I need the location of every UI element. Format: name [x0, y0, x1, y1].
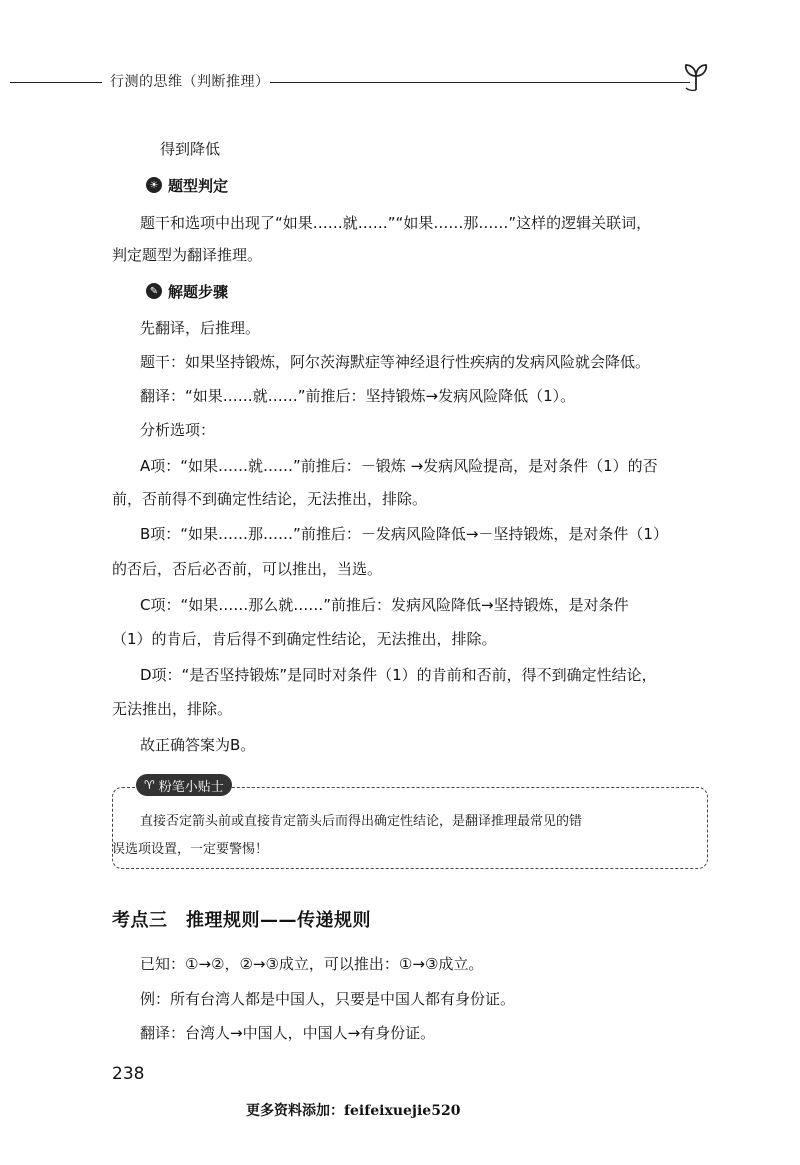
section-heading-steps-text: 解题步骤 [168, 282, 229, 301]
header-rule-left [10, 82, 102, 83]
tip-label-text: 粉笔小贴士 [158, 779, 224, 795]
answer-line: 故正确答案为B。 [140, 736, 256, 754]
tip-label [136, 774, 232, 796]
tip-text-line1: 直接否定箭头前或直接肯定箭头后而得出确定性结论，是翻译推理最常见的错 [140, 814, 583, 829]
paragraph: 题干和选项中出现了“如果……就……”“如果……那……”这样的逻辑关联词， [140, 214, 652, 232]
paragraph: 已知：①→②，②→③成立，可以推出：①→③成立。 [140, 955, 484, 973]
tip-text [112, 808, 690, 864]
section-heading-steps [146, 280, 228, 302]
sprout-icon: ♈ [144, 778, 155, 792]
page-number: 238 [112, 1064, 145, 1084]
running-header [0, 62, 800, 102]
sun-icon: ☀ [146, 177, 162, 193]
sprout-icon [682, 62, 710, 92]
section-title-kaodian3: 考点三 推理规则——传递规则 [112, 910, 371, 931]
paragraph: 翻译：“如果……就……”前推后：坚持锻炼→发病风险降低（1）。 [140, 387, 576, 405]
paragraph: 例：所有台湾人都是中国人，只要是中国人都有身份证。 [140, 990, 516, 1008]
option-a-line1: A项：“如果……就……”前推后：－锻炼 →发病风险提高，是对条件（1）的否 [140, 457, 658, 475]
paragraph: 题干：如果坚持锻炼，阿尔茨海默症等神经退行性疾病的发病风险就会降低。 [140, 353, 651, 371]
option-b-line1: B项：“如果……那……”前推后：－发病风险降低→－坚持锻炼，是对条件（1） [140, 525, 668, 543]
header-rule-right [270, 82, 690, 83]
option-a-line2: 前，否前得不到确定性结论，无法推出，排除。 [112, 490, 428, 508]
header-title: 行测的思维（判断推理） [110, 74, 270, 90]
section-heading-type [146, 174, 228, 196]
paragraph: 翻译：台湾人→中国人，中国人→有身份证。 [140, 1024, 436, 1042]
continued-line: 得到降低 [160, 140, 221, 158]
pencil-icon: ✎ [146, 283, 162, 299]
paragraph: 分析选项： [140, 421, 216, 439]
option-b-line2: 的否后，否后必否前，可以推出，当选。 [112, 560, 383, 578]
option-d-line1: D项：“是否坚持锻炼”是同时对条件（1）的肯前和否前，得不到确定性结论， [140, 666, 657, 684]
footer-note: 更多资料添加：feifeixuejie520 [246, 1103, 461, 1119]
option-c-line2: （1）的肯后，肯后得不到确定性结论，无法推出，排除。 [112, 630, 497, 648]
tip-text-line2: 误选项设置，一定要警惕！ [112, 842, 269, 857]
section-heading-type-text: 题型判定 [168, 176, 229, 195]
paragraph: 先翻译，后推理。 [140, 319, 261, 337]
paragraph: 判定题型为翻译推理。 [112, 246, 263, 264]
option-d-line2: 无法推出，排除。 [112, 700, 233, 718]
option-c-line1: C项：“如果……那么就……”前推后：发病风险降低→坚持锻炼，是对条件 [140, 596, 629, 614]
